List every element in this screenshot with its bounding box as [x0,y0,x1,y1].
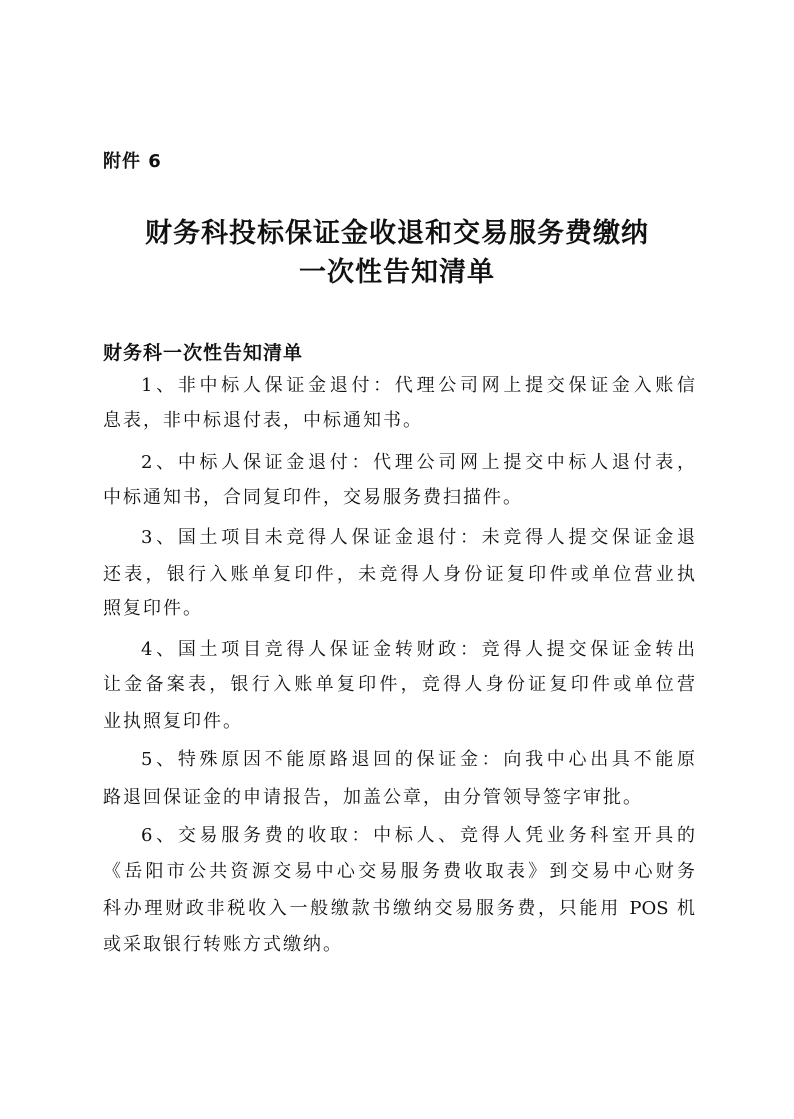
item-3-line-1: 3、国土项目未竞得人保证金退付：未竞得人提交保证金退 [141,527,695,548]
item-2-line-1: 2、中标人保证金退付：代理公司网上提交中标人退付表， [141,452,695,473]
attachment-label: 附件 6 [103,151,162,172]
section-heading: 财务科一次性告知清单 [103,342,304,364]
item-1-line-2: 息表，非中标退付表，中标通知书。 [103,410,423,431]
document-title-line-2: 一次性告知清单 [299,257,495,288]
item-4-line-3: 业执照复印件。 [103,711,243,732]
item-3-line-3: 照复印件。 [103,598,203,619]
item-4-line-2: 让金备案表，银行入账单复印件，竞得人身份证复印件或单位营 [103,674,695,695]
document-title-line-1: 财务科投标保证金收退和交易服务费缴纳 [145,218,649,249]
item-6-line-4: 或采取银行转账方式缴纳。 [103,934,343,955]
item-6-line-1: 6、交易服务费的收取：中标人、竞得人凭业务科室开具的 [141,825,695,846]
item-1-line-1: 1、非中标人保证金退付：代理公司网上提交保证金入账信 [141,375,695,396]
item-6-line-2: 《岳阳市公共资源交易中心交易服务费收取表》到交易中心财务 [103,861,695,882]
item-3-line-2: 还表，银行入账单复印件，未竞得人身份证复印件或单位营业执 [103,564,695,585]
item-2-line-2: 中标通知书，合同复印件，交易服务费扫描件。 [103,487,523,508]
item-5-line-1: 5、特殊原因不能原路退回的保证金：向我中心出具不能原 [141,749,695,770]
item-6-line-3: 科办理财政非税收入一般缴款书缴纳交易服务费，只能用 POS 机 [103,898,695,919]
item-5-line-2: 路退回保证金的申请报告，加盖公章，由分管领导签字审批。 [103,787,643,808]
item-4-line-1: 4、国土项目竞得人保证金转财政：竞得人提交保证金转出 [141,639,695,660]
